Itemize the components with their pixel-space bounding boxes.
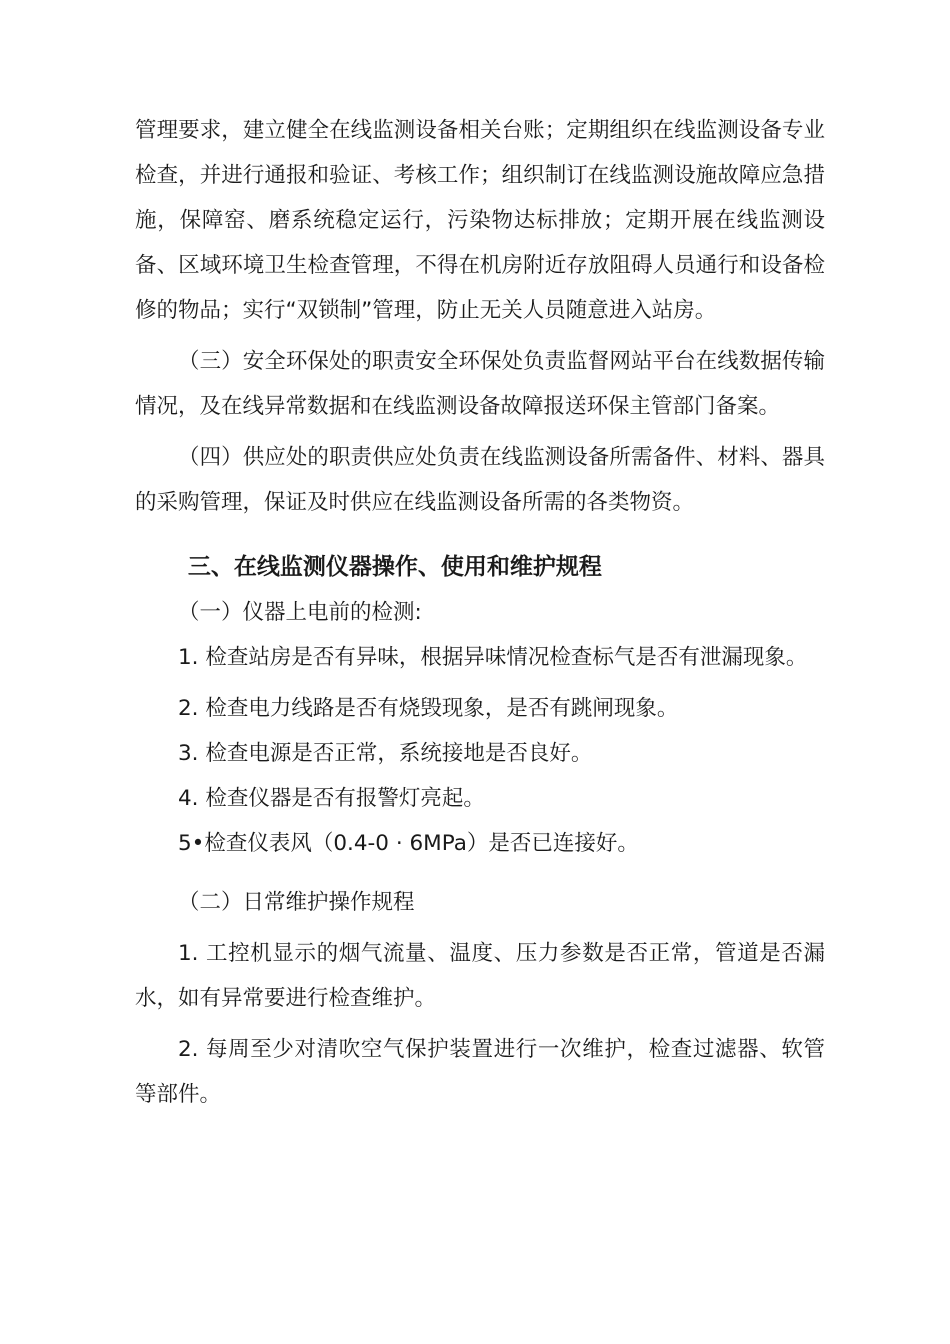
document-body <box>135 108 825 1117</box>
paragraph-supply-duties: （四）供应处的职责供应处负责在线监测设备所需备件、材料、器具的采购管理，保证及时供应在线监测设备所需的各类物资。 <box>135 445 825 515</box>
list-item-check-power-lines: 2. 检查电力线路是否有烧毁现象，是否有跳闸现象。 <box>178 696 679 721</box>
list-item-check-alarm-lights: 4. 检查仪器是否有报警灯亮起。 <box>178 786 485 811</box>
subheading-daily-maintenance: （二）日常维护操作规程 <box>178 890 415 915</box>
section-heading: 三、在线监测仪器操作、使用和维护规程 <box>187 554 602 580</box>
paragraph-safety-env-duties: （三）安全环保处的职责安全环保处负责监督网站平台在线数据传输情况，及在线异常数据和在线监测设备故障报送环保主管部门备案。 <box>135 349 825 419</box>
list-item-check-ipc-parameters: 1. 工控机显示的烟气流量、温度、压力参数是否正常，管道是否漏水，如有异常要进行检查维护。 <box>135 941 825 1011</box>
list-item-check-instrument-air: 5•检查仪表风（0.4-0 · 6MPa）是否已连接好。 <box>178 831 639 856</box>
list-item-check-odor: 1. 检查站房是否有异味，根据异味情况检查标气是否有泄漏现象。 <box>178 645 808 670</box>
list-item-check-power-supply: 3. 检查电源是否正常，系统接地是否良好。 <box>178 741 593 766</box>
subheading-pre-power-check: （一）仪器上电前的检测: <box>178 600 422 625</box>
paragraph-management-requirements: 管理要求，建立健全在线监测设备相关台账；定期组织在线监测设备专业检查，并进行通报和验证、考核工作；组织制订在线监测设施故障应急措施，保障窑、磨系统稳定运行，污染物达标排放；定期开展在线监测设备、区域环境卫生检查管理，不得在机房附近存放阻碍人员通行和设备检修的物品；实行“双锁制”管理，防止无关人员随意进入站房。 <box>135 118 825 323</box>
list-item-weekly-purge-maintenance: 2. 每周至少对清吹空气保护装置进行一次维护，检查过滤器、软管等部件。 <box>135 1037 825 1107</box>
